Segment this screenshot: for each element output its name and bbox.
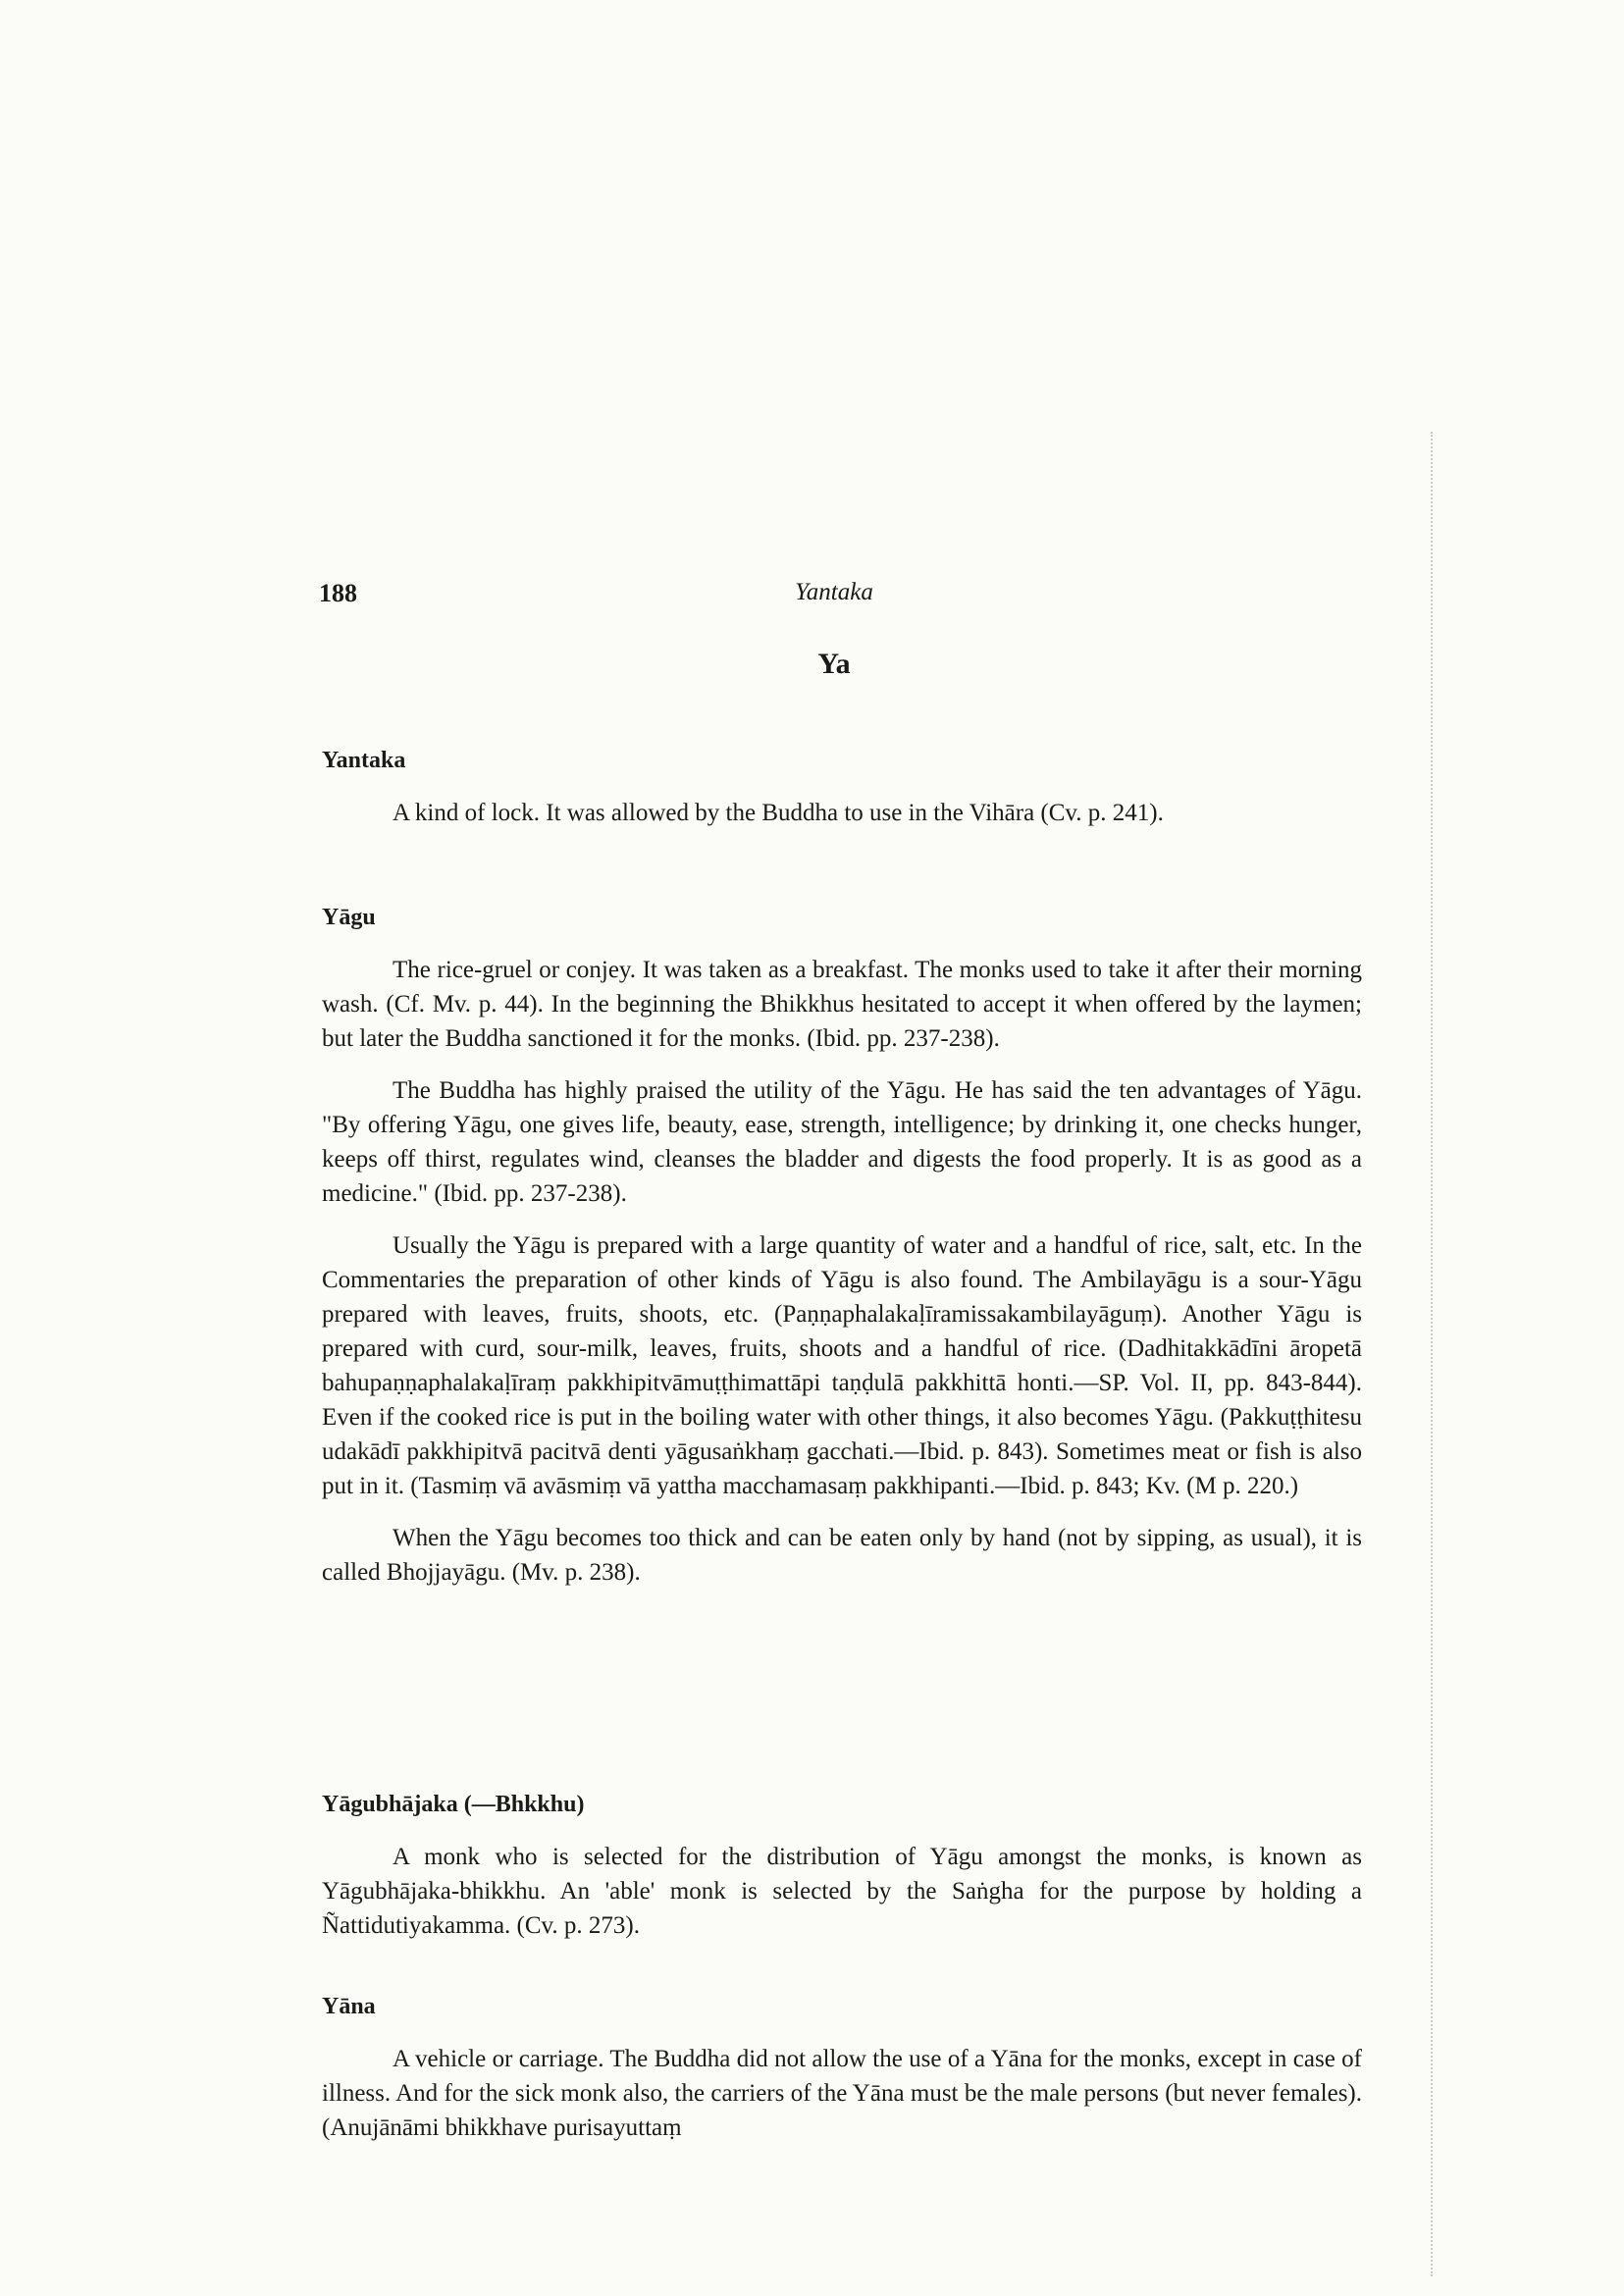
page-edge-line [1431, 432, 1433, 2276]
page-header [319, 579, 1349, 618]
entry-paragraph: Usually the Yāgu is prepared with a large quantity of water and a handful of rice, salt, etc. In the Commentaries the preparation of other kinds of Yāgu is also found. The Ambilayāgu is a sour-Yāgu prepared with leaves, fruits, shoots, etc. (Paṇṇaphalakaḷīramissakambilayāguṃ). Another Yāgu is prepared with curd, sour-milk, leaves, fruits, shoots and a handful of rice. (Dadhitakkādīni āropetā bahupaṇṇaphalakaḷīraṃ pakkhipitvāmuṭṭhimattāpi taṇḍulā pakkhittā honti.—SP. Vol. II, pp. 843-844). Even if the cooked rice is put in the boiling water with other things, it also becomes Yāgu. (Pakkuṭṭhitesu udakādī pakkhipitvā pacitvā denti yāgusaṅkhaṃ gacchati.—Ibid. p. 843). Sometimes meat or fish is also put in it. (Tasmiṃ vā avāsmiṃ vā yattha macchamasaṃ pakkhipanti.—Ibid. p. 843; Kv. (M p. 220.) [322, 1232, 1362, 1499]
entry-paragraph: When the Yāgu becomes too thick and can be eaten only by hand (not by sipping, as usual), it is called Bhojjayāgu. (Mv. p. 238). [322, 1525, 1362, 1586]
entry-title: Yāna [322, 1994, 376, 2019]
entry-title: Yāgu [322, 905, 376, 930]
page-number: 188 [319, 579, 357, 607]
entry-title: Yāgubhājaka (—Bhkkhu) [322, 1792, 585, 1817]
section-letter: Ya [817, 648, 851, 680]
entry-yagubhajaka [322, 1788, 1362, 1943]
entry-yagu [322, 901, 1362, 1590]
entry-paragraph: A vehicle or carriage. The Buddha did not allow the use of a Yāna for the monks, except in case of illness. And for the sick monk also, the carriers of the Yāna must be the male persons (but never females). (Anujānāmi bhikkhave purisayuttaṃ [322, 2046, 1362, 2141]
entry-yana [322, 1990, 1362, 2145]
entry-paragraph: The Buddha has highly praised the utility of the Yāgu. He has said the ten advantages of Yāgu. "By offering Yāgu, one gives life, beauty, ease, strength, intelligence; by drinking it, one checks hunger, keeps off thirst, regulates wind, cleanses the bladder and digests the food properly. It is as good as a medicine." (Ibid. pp. 237-238). [322, 1077, 1362, 1207]
entry-yantaka [322, 744, 1362, 830]
entry-paragraph: A kind of lock. It was allowed by the Buddha to use in the Vihāra (Cv. p. 241). [393, 800, 1164, 826]
entry-paragraph: A monk who is selected for the distribution of Yāgu amongst the monks, is known as Yāgubhājaka-bhikkhu. An 'able' monk is selected by the Saṅgha for the purpose by holding a Ñattidutiyakamma. (Cv. p. 273). [322, 1844, 1362, 1939]
entry-paragraph: The rice-gruel or conjey. It was taken as a breakfast. The monks used to take it after their morning wash. (Cf. Mv. p. 44). In the beginning the Bhikkhus hesitated to accept it when offered by the laymen; but later the Buddha sanctioned it for the monks. (Ibid. pp. 237-238). [322, 957, 1362, 1052]
entry-title: Yantaka [322, 748, 406, 773]
running-head: Yantaka [795, 579, 873, 605]
